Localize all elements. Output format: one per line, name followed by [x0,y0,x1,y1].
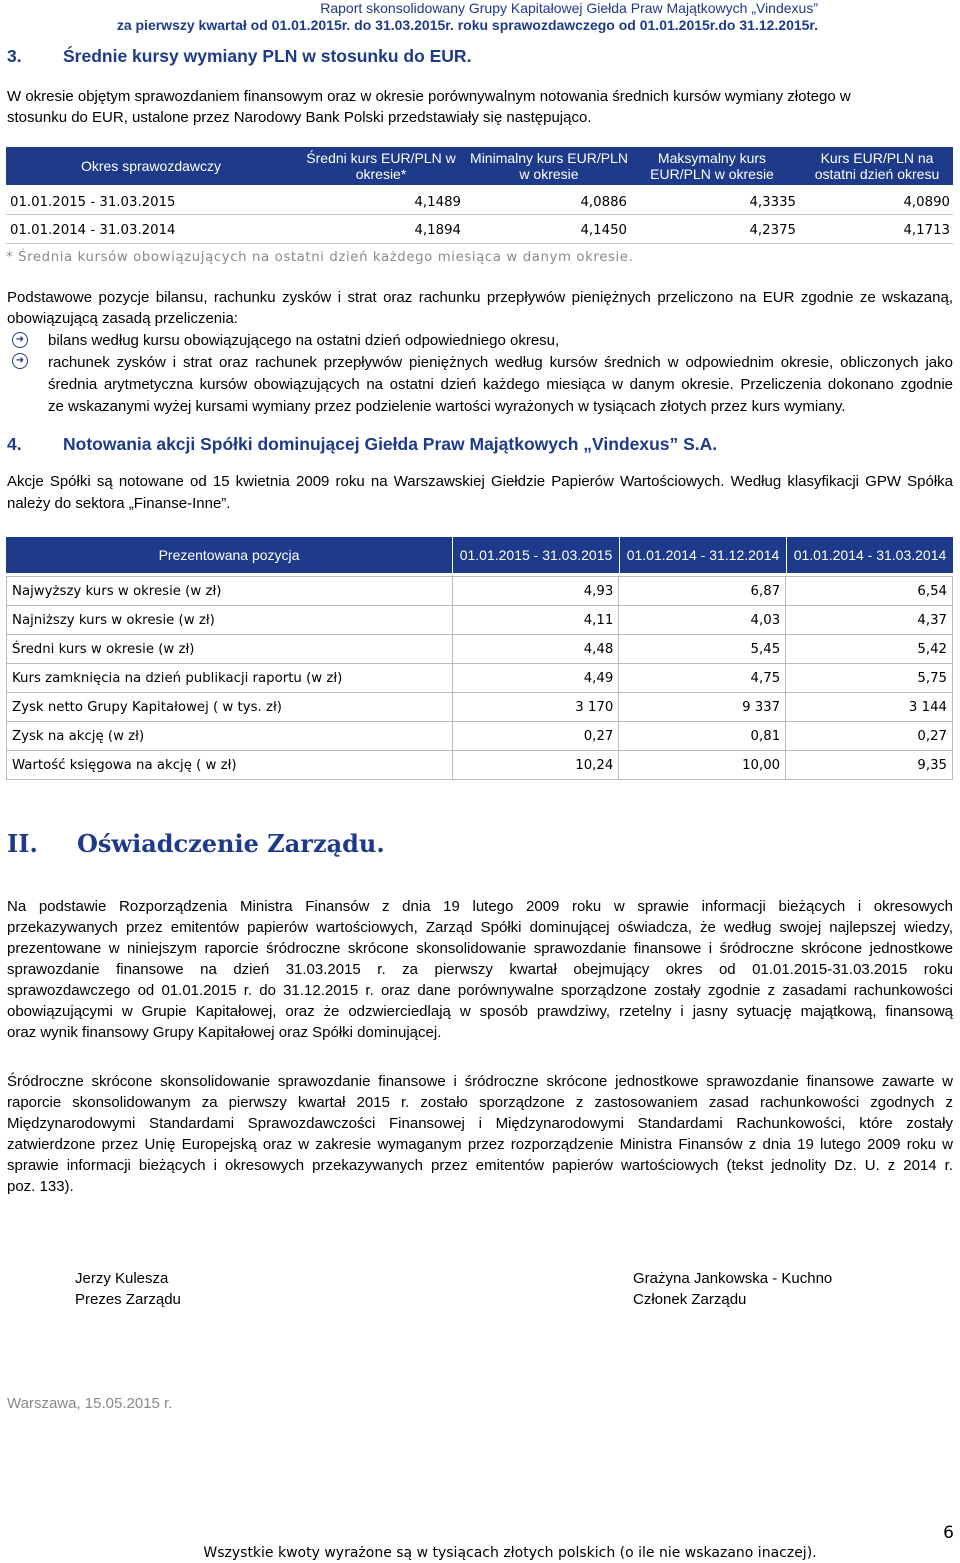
eur-cell-min: 4,1450 [580,223,627,238]
shares-table-header [6,537,953,573]
page-number: 6 [943,1523,954,1543]
shares-col-year-2014: 01.01.2014 - 31.12.2014 [626,546,780,563]
section3-intro-line: W okresie objętym sprawozdaniem finansowym oraz w okresie porównywalnym notowania średnich kursów wymiany złotego w [7,88,851,105]
bullet-item-cont: ze wskazanymi wyżej kursami wymiany przez podzielenie wartości wyrażonych w tysiącach złotych przez kurs wymiany. [48,398,846,415]
shares-cell-value: 5,42 [786,635,953,664]
shares-cell-label: Wartość księgowa na akcję ( w zł) [7,751,453,780]
statement-paragraph-2 [7,1071,953,1197]
signatory-name: Jerzy Kulesza [75,1270,169,1287]
section3-title: Średnie kursy wymiany PLN w stosunku do EUR. [63,46,472,66]
shares-cell-value: 5,45 [619,635,786,664]
table-row [7,577,953,606]
shares-cell-value: 4,37 [786,606,953,635]
arrow-circle-icon: ➜ [12,332,28,348]
shares-cell-value: 10,00 [619,751,786,780]
eur-col-max: Maksymalny kurs EUR/PLN w okresie [650,150,774,182]
arrow-circle-icon: ➜ [12,353,28,369]
shares-cell-label: Kurs zamknięcia na dzień publikacji raportu (w zł) [7,664,453,693]
paragraph-line: sprawozdawczego od 01.01.2015 r. do 31.12.2015 r. oraz dane porównywalne sporządzone zostały zgodnie z zasadami rachunkowości [7,982,953,999]
eur-col-period: Okres sprawozdawczy [80,158,222,174]
eur-cell-max: 4,2375 [749,223,796,238]
report-header-line2: za pierwszy kwartał od 01.01.2015r. do 31.03.2015r. roku sprawozdawczego od 01.01.2015r.do 31.12.2015r. [116,17,818,33]
table-row [7,664,953,693]
signature-right [633,1268,832,1310]
paragraph-line: oraz wynik finansowy Grupy Kapitałowej oraz Spółki dominującej. [7,1024,442,1041]
section3-intro [7,86,851,128]
shares-cell-value: 4,48 [452,635,619,664]
shares-cell-value: 9,35 [786,751,953,780]
shares-col-q1-2015: 01.01.2015 - 31.03.2015 [459,546,613,563]
eur-table-header [6,147,953,185]
section3-heading [7,46,471,67]
shares-cell-value: 4,49 [452,664,619,693]
signatory-name: Grażyna Jankowska - Kuchno [633,1270,833,1287]
eur-col-last: Kurs EUR/PLN na ostatni dzień okresu [814,150,940,182]
report-header [0,0,960,34]
shares-cell-label: Najwyższy kurs w okresie (w zł) [7,577,453,606]
paragraph-line: raporcie skonsolidowanym za pierwszy kwartał 2015 r. zostało sporządzone z zastosowaniem zasad rachunkowości zgodnych z [7,1094,953,1111]
shares-cell-value: 4,11 [452,606,619,635]
shares-cell-value: 0,27 [452,722,619,751]
section3-intro-line: stosunku do EUR, ustalone przez Narodowy Bank Polski przedstawiały się następująco. [7,109,592,126]
shares-cell-value: 0,27 [786,722,953,751]
paragraph-line: Śródroczne skrócone skonsolidowanie sprawozdanie finansowe i śródroczne skrócone jednostkowe sprawozdanie finansowe zawarte w [7,1073,953,1090]
table-row [6,190,953,214]
paragraph-line: przekazywanych przez emitentów papierów wartościowych, Zarząd Spółki dominującej oświadcza, że według swojej najlepszej wiedzy, [7,919,953,936]
shares-cell-value: 10,24 [452,751,619,780]
place-date: Warszawa, 15.05.2015 r. [7,1395,173,1412]
paragraph-line: prezentowane w niniejszym raporcie śródroczne skrócone skonsolidowanie sprawozdanie finansowe i śródroczne skrócone jednostkowe [7,940,953,957]
sectionII-title: Oświadczenie Zarządu. [77,829,385,858]
shares-cell-label: Zysk netto Grupy Kapitałowej ( w tys. zł) [7,693,453,722]
table-row [7,693,953,722]
table-row [7,722,953,751]
conversion-text-line: Podstawowe pozycje bilansu, rachunku zysków i strat oraz rachunku przepływów pieniężnych przeliczono na EUR zgodnie ze wskazaną, [7,289,953,306]
shares-cell-value: 4,75 [619,664,786,693]
paragraph-line: zatwierdzone przez Unię Europejską oraz w zakresie wymaganym przez rozporządzenie Ministra Finansów z dnia 19 lutego 2009 roku w [7,1136,953,1153]
section3-number: 3. [7,46,22,66]
shares-cell-value: 3 144 [786,693,953,722]
shares-cell-value: 4,93 [452,577,619,606]
shares-cell-label: Najniższy kurs w okresie (w zł) [7,606,453,635]
section4-title: Notowania akcji Spółki dominującej Giełda Praw Majątkowych „Vindexus” S.A. [63,434,718,454]
paragraph-line: obowiązującymi w Grupie Kapitałowej, oraz że odzwierciedlają w sposób prawdziwy, rzetelny i jasny sytuację majątkową, finansową [7,1003,953,1020]
section4-text-line: należy do sektora „Finanse-Inne”. [7,495,231,512]
eur-col-min: Minimalny kurs EUR/PLN w okresie [470,150,628,182]
shares-cell-label: Średni kurs w okresie (w zł) [7,635,453,664]
signatory-role: Prezes Zarządu [75,1291,181,1308]
shares-cell-value: 6,87 [619,577,786,606]
row-divider [6,214,953,215]
eur-cell-max: 4,3335 [749,195,796,210]
shares-col-position: Prezentowana pozycja [158,546,300,563]
paragraph-line: sprawie informacji bieżących i okresowych przekazywanych przez emitentów papierów wartościowych (tekst jednolity Dz. U. z 2014 r. [7,1157,953,1174]
shares-col-q1-2014: 01.01.2014 - 31.03.2014 [793,546,947,563]
paragraph-line: sprawozdanie finansowe na dzień 31.03.2015 r. za pierwszy kwartał obejmujący okres od 01.01.2015-31.03.2015 roku [7,961,953,978]
bullet-item-cont: średnia arytmetyczna kursów obowiązujących na ostatni dzień każdego miesiąca w danym okresie. Przeliczenia dokonano zgodnie [48,376,953,393]
sectionII-heading [7,829,385,858]
shares-table [6,576,953,780]
section4-text-line: Akcje Spółki są notowane od 15 kwietnia 2009 roku na Warszawskiej Giełdzie Papierów Wartościowych. Według klasyfikacji GPW Spółka [7,473,953,490]
shares-cell-value: 5,75 [786,664,953,693]
paragraph-line: poz. 133). [7,1178,74,1195]
statement-paragraph-1 [7,896,953,1043]
eur-cell-avg: 4,1489 [414,195,461,210]
signatory-role: Członek Zarządu [633,1291,747,1308]
conversion-text-line: obowiązującą zasadą przeliczenia: [7,310,238,327]
table-row [7,635,953,664]
section4-number: 4. [7,434,22,454]
eur-cell-last: 4,1713 [903,223,950,238]
eur-cell-last: 4,0890 [903,195,950,210]
shares-cell-value: 0,81 [619,722,786,751]
row-divider [6,243,953,244]
signature-left [75,1268,181,1310]
sectionII-number: II. [7,829,38,858]
eur-table-note: * Średnia kursów obowiązujących na ostatni dzień każdego miesiąca w danym okresie. [6,250,634,265]
eur-cell-avg: 4,1894 [414,223,461,238]
report-header-line1: Raport skonsolidowany Grupy Kapitałowej Giełda Praw Majątkowych „Vindexus” [320,0,818,16]
paragraph-line: Na podstawie Rozporządzenia Ministra Finansów z dnia 19 lutego 2009 roku w sprawie informacji bieżących i okresowych [7,898,953,915]
page-footer: Wszystkie kwoty wyrażone są w tysiącach złotych polskich (o ile nie wskazano inaczej). [203,1545,817,1561]
eur-cell-min: 4,0886 [580,195,627,210]
eur-cell-period: 01.01.2014 - 31.03.2014 [10,223,176,238]
table-row [7,751,953,780]
bullet-item: rachunek zysków i strat oraz rachunek przepływów pieniężnych według kursów średnich w odpowiednim okresie, obliczonych jako [48,354,953,371]
table-row [7,606,953,635]
shares-cell-label: Zysk na akcję (w zł) [7,722,453,751]
eur-col-avg: Średni kurs EUR/PLN w okresie* [306,150,456,182]
shares-cell-value: 3 170 [452,693,619,722]
section4-heading [7,434,717,455]
paragraph-line: Międzynarodowymi Standardami Sprawozdawczości Finansowej i Międzynarodowymi Standardami Rachunkowości, które zostały [7,1115,953,1132]
eur-cell-period: 01.01.2015 - 31.03.2015 [10,195,176,210]
table-row [6,218,953,242]
shares-cell-value: 4,03 [619,606,786,635]
shares-cell-value: 9 337 [619,693,786,722]
shares-cell-value: 6,54 [786,577,953,606]
bullet-item: bilans według kursu obowiązującego na ostatni dzień odpowiedniego okresu, [48,332,560,349]
